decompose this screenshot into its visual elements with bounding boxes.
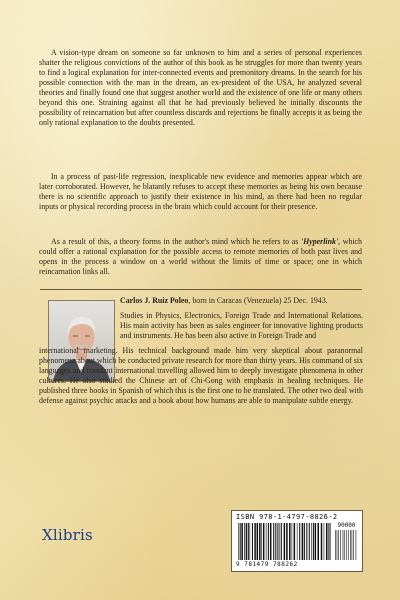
barcode-bar (321, 523, 323, 560)
hyperlink-term: 'Hyperlink' (300, 237, 339, 246)
author-birth: , born in Caracas (Venezuela) 25 Dec. 1943. (188, 296, 328, 305)
barcode-bar (294, 523, 296, 560)
isbn-label: ISBN 978-1-4797-8826-2 (236, 513, 338, 521)
barcode-bar (248, 523, 249, 560)
barcode-bar (338, 530, 339, 560)
barcode-bar (306, 523, 307, 560)
author-bio (39, 296, 363, 411)
barcode-bar (297, 523, 298, 560)
barcode-bar (244, 523, 245, 560)
barcode-bar (240, 523, 241, 560)
barcode-bar (324, 523, 325, 560)
publisher-logo: Xlibris (42, 526, 93, 544)
barcode-bar (273, 523, 274, 560)
addon-digits: 90000 (337, 522, 356, 529)
blurb-paragraph-2: In a process of past-life regression, inexplicable new evidence and memories appear which are later corroborated. However, he blatantly refuses to accept these memories as being his own because there is no scientific approach to justify their existence in his mind, as there had been no regular inputs or physical recording process in the brain which could account for their presence. (39, 172, 362, 212)
author-bio-paragraph-1: Studies in Physics, Electronics, Foreign Trade and International Relations. His main activity has been as sales engineer for innovative lighting products and instruments. He has been also active in Foreign Trade and (120, 311, 363, 340)
barcode-bar (241, 523, 243, 560)
blurb-paragraph-1: A vision-type dream on someone so far unknown to him and a series of personal experiences shatter the religious convictions of the author of this book as he struggles for more than twenty years to find a logical explanation for inter-connected events and premonitory dreams. In the search for his possible connection with the man in the dream, an ex-president of the USA, he analyzed several theories and finally found one that suggest another world and the existence of one life or many others beyond this one. Straining against all that he had previously believed he initially discounts the possibility of reincarnation but after countless discards and rejections he finally accepts it as being the only rational explanation to the doubts presented. (39, 48, 362, 128)
barcode-bar (352, 530, 353, 560)
author-bio-paragraph-2: international marketing. His technical background made him very skeptical about paranormal phenomena about which he conducted private research for more than thirty years. His command of six languages and constant international travelling allowed him to deeply investigate phenomena in other cultures. He also studied the Chinese art of Chi-Gong with emphasis in healing techniques. He published three books in Spanish of which this is the first one to be translated. The other two deal with defense against psychic attacks and a book about how humans are able to manipulate subtle energy. (39, 346, 363, 405)
barcode-bar (259, 523, 261, 560)
blurb-paragraph-3-text-a: As a result of this, a theory forms in the author's mind which he refers to as (51, 237, 301, 246)
barcode-bar (270, 523, 272, 560)
barcode-bar (266, 523, 267, 560)
section-divider (40, 289, 362, 290)
barcode-bar (254, 523, 256, 560)
barcode-bar (252, 523, 253, 560)
barcode-bar (281, 523, 282, 560)
blurb-paragraph-3-text-b: , which could offer a rational explanation for the possible access to remote memories of both past lives and opens in the process a window on a world without the limits of time or space; one in which reincarnation links all. (39, 237, 363, 277)
barcode-bar (302, 523, 304, 560)
barcode-bar (328, 523, 329, 560)
barcode-bar (246, 523, 247, 560)
author-intro (120, 296, 363, 306)
barcode-bar (318, 523, 320, 560)
barcode-bar (313, 523, 314, 560)
barcode-bar (335, 530, 336, 560)
barcode-bar (263, 523, 265, 560)
barcode-bar (340, 530, 341, 560)
barcode-bar (311, 523, 312, 560)
barcode-bar (350, 530, 351, 560)
barcode-bar (286, 523, 288, 560)
barcode-bar (344, 530, 345, 560)
barcode-bar (280, 523, 281, 560)
barcode-bar (284, 523, 286, 560)
barcode-bar (315, 523, 317, 560)
barcode-bar (257, 523, 259, 560)
barcode-bar (275, 523, 276, 560)
barcode-bar (304, 523, 305, 560)
blurb-paragraph-3 (39, 237, 362, 277)
barcode-bar (343, 530, 344, 560)
ean-digits: 9 781479 788262 (236, 561, 298, 568)
barcode-bar (292, 523, 293, 560)
barcode-bar (337, 530, 338, 560)
barcode-bar (346, 530, 347, 560)
barcode-bar (268, 523, 269, 560)
barcode-bar (238, 523, 239, 560)
barcode-box (231, 510, 363, 572)
barcode-bar (356, 530, 357, 560)
barcode-bar (309, 523, 310, 560)
barcode-bar (299, 523, 300, 560)
barcode-bar (250, 523, 251, 560)
author-name: Carlos J. Ruiz Poleo (120, 296, 189, 305)
barcode-bar (330, 523, 331, 560)
barcode-bar (277, 523, 278, 560)
barcode-bar (353, 530, 354, 560)
barcode-bar (289, 523, 291, 560)
barcode-bar (326, 523, 328, 560)
barcode-bar (261, 523, 262, 560)
barcode-bar (348, 530, 349, 560)
